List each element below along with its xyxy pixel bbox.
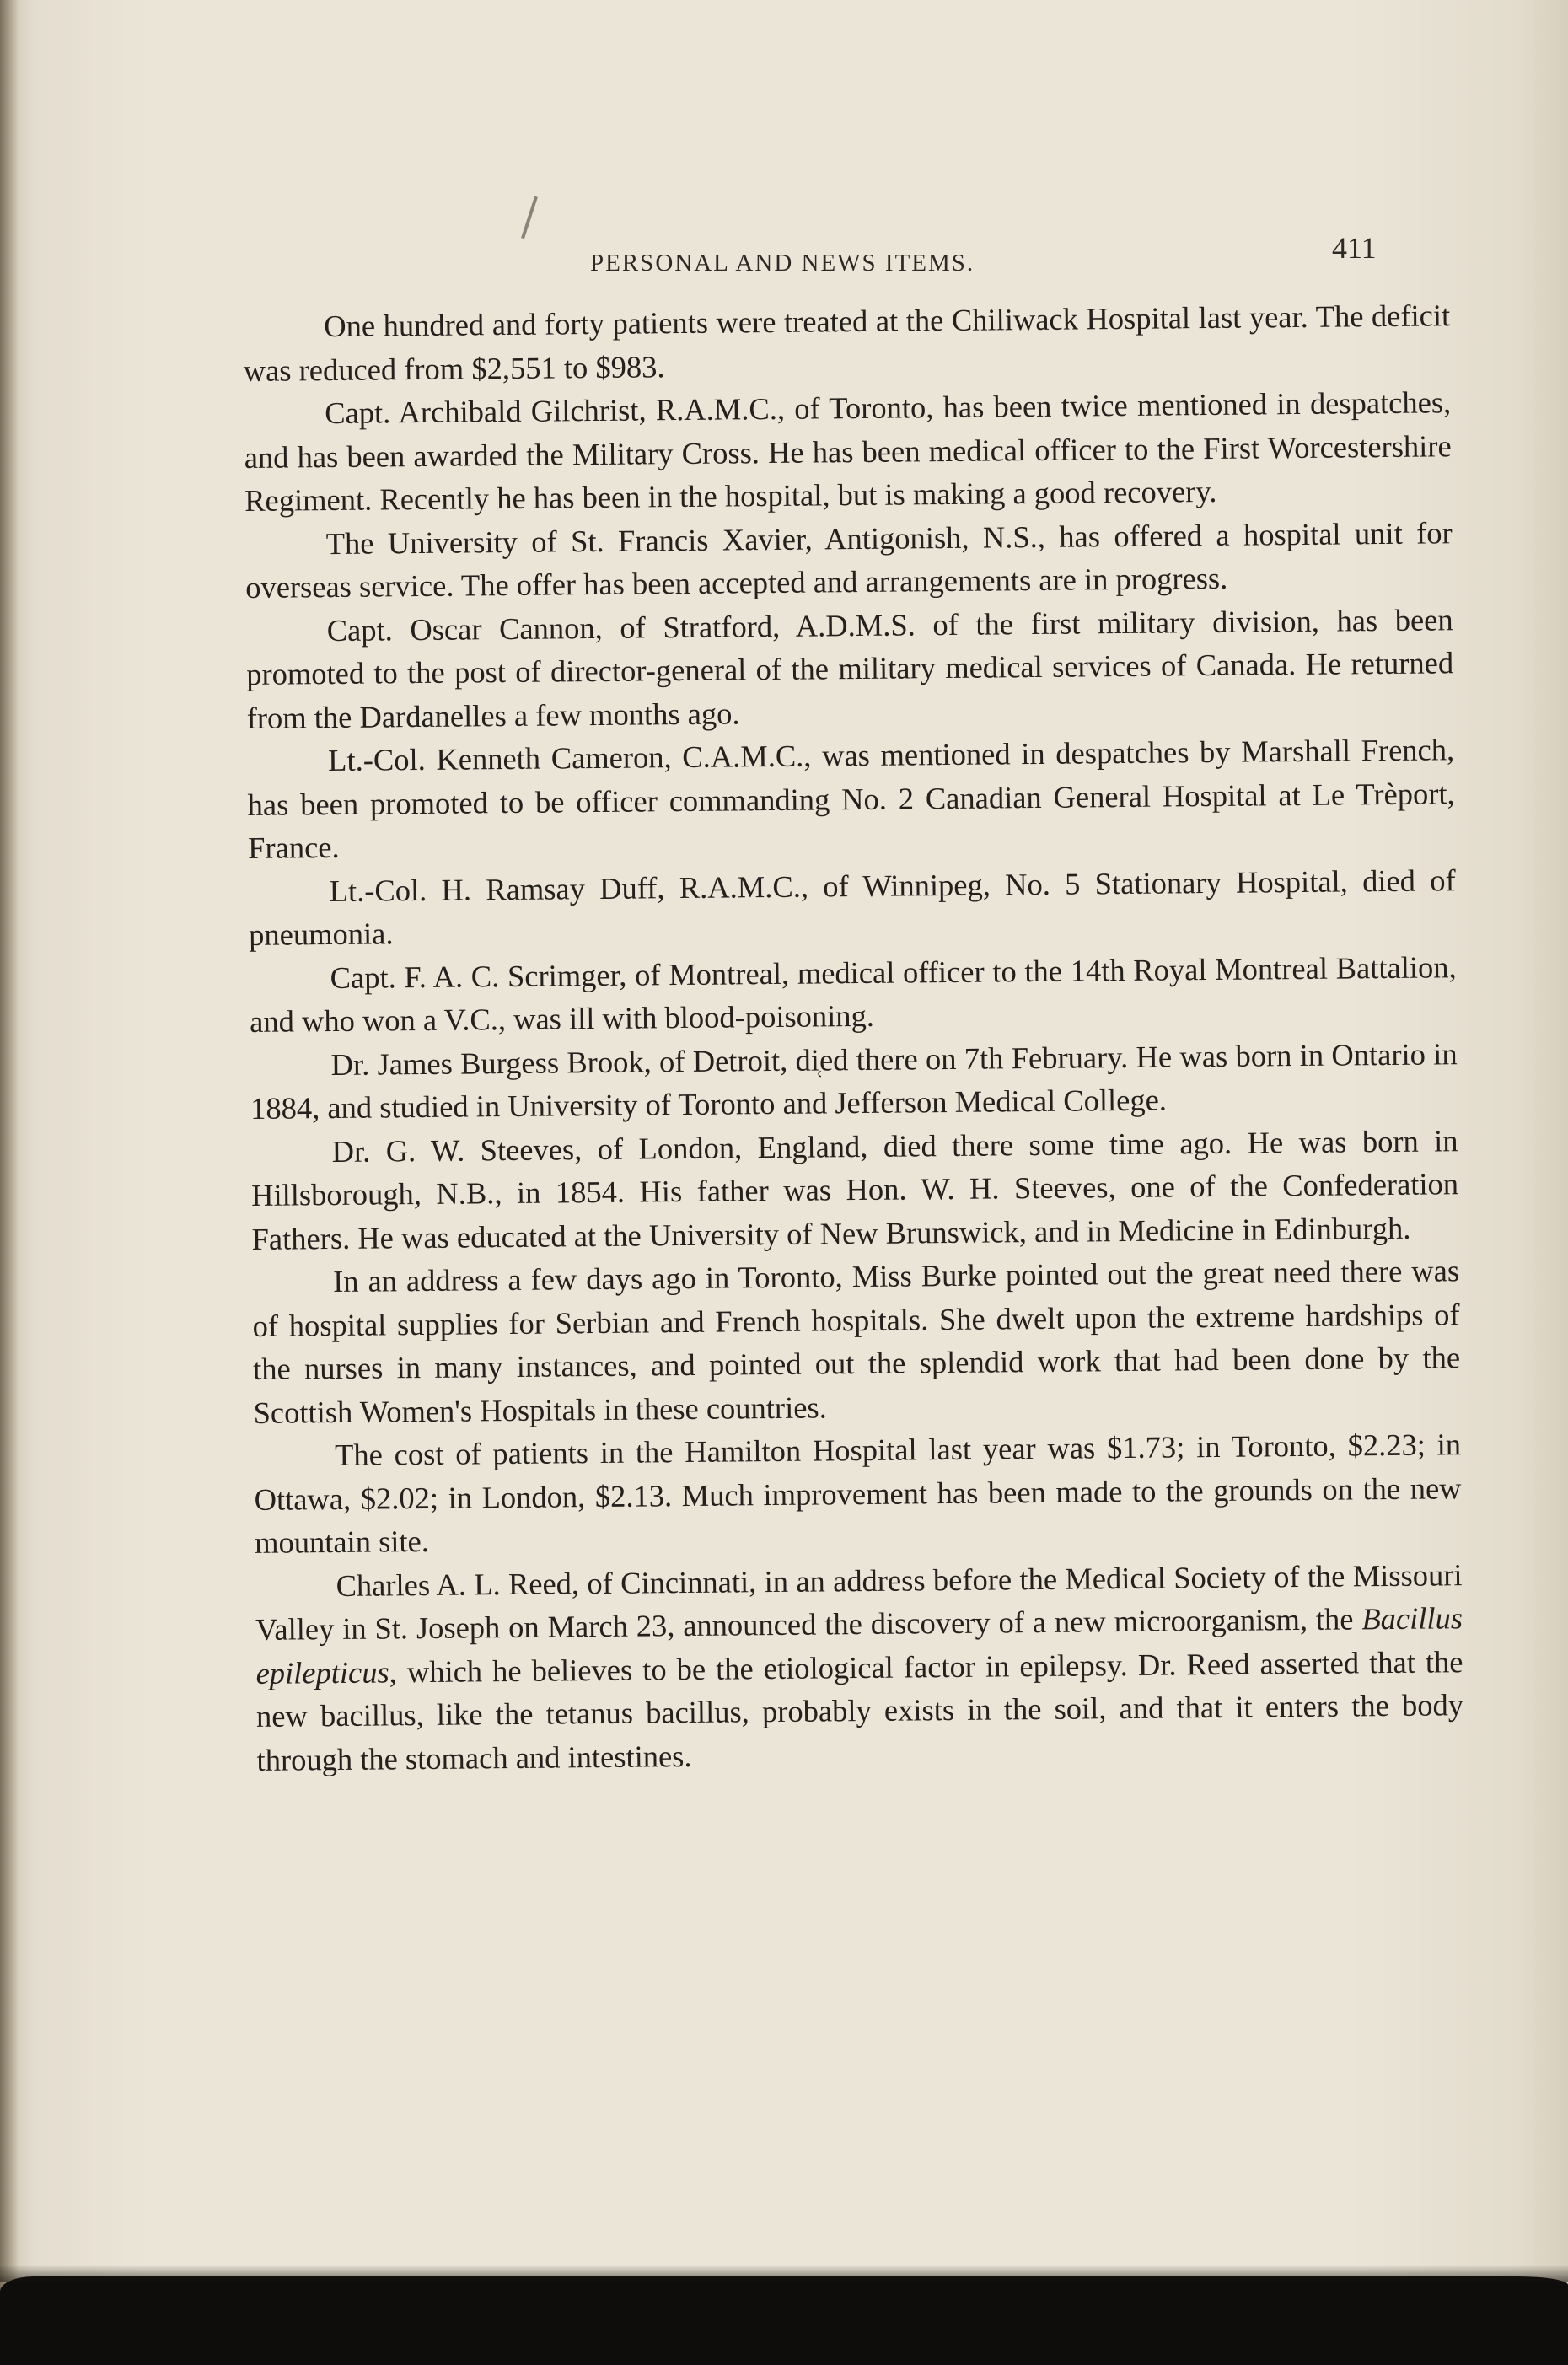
- reed-text-after: , which he believes to be the etiological factor in epilepsy. Dr. Reed asserted that the new bacillus, like the tetanus bacillus, probably exists in the soil, and that it enters the body through the stomach and intestines.: [255, 1643, 1464, 1777]
- paragraph-scrimger: Capt. F. A. C. Scrimger, of Montreal, medical officer to the 14th Royal Montreal Battalion, and who won a V.C., was ill with blood-poisoning.: [249, 949, 1457, 1039]
- pencil-mark: [521, 196, 538, 239]
- paragraph-chiliwack-hospital: One hundred and forty patients were treated at the Chiliwack Hospital last year. The deficit was reduced from $2,551 to $983.: [243, 298, 1451, 388]
- page-number: 411: [1332, 231, 1377, 265]
- spine-shadow: [0, 0, 19, 2365]
- paragraph-cameron: Lt.-Col. Kenneth Cameron, C.A.M.C., was mentioned in despatches by Marshall French, has been promoted to be officer commanding No. 2 Canadian General Hospital at Le Trèport, France.: [247, 732, 1455, 865]
- body-text: [243, 293, 1464, 1782]
- paragraph-steeves: Dr. G. W. Steeves, of London, England, died there some time ago. He was born in Hillsborough, N.B., in 1854. His father was Hon. W. H. Steeves, one of the Confederation Fathers. He was educated at the University of New Brunswick, and in Medicine in Edinburgh.: [250, 1122, 1459, 1256]
- bacillus-name: Bacillus epilepticus: [255, 1600, 1463, 1690]
- bottom-shadow-edge: [0, 2276, 1568, 2365]
- running-head: PERSONAL AND NEWS ITEMS.: [590, 250, 975, 277]
- paragraph-burke-address: In an address a few days ago in Toronto, Miss Burke pointed out the great need there was of hospital supplies for Serbian and French hospitals. She dwelt upon the extreme hardships of the nurses in many instances, and pointed out the splendid work that had been done by the Scottish Women's Hospitals in these countries.: [252, 1253, 1461, 1430]
- reed-text-before: Charles A. L. Reed, of Cincinnati, in an address before the Medical Society of the Missouri Valley in St. Joseph on March 23, announced the discovery of a new microorganism, the: [255, 1556, 1463, 1647]
- paragraph-cannon: Capt. Oscar Cannon, of Stratford, A.D.M.S. of the first military division, has been promoted to the post of director-general of the military medical services of Canada. He returned from the Dardanelles a few months ago.: [246, 601, 1454, 735]
- paragraph-duff: Lt.-Col. H. Ramsay Duff, R.A.M.C., of Winnipeg, No. 5 Stationary Hospital, died of pneumonia.: [248, 862, 1456, 952]
- paragraph-reed: [255, 1553, 1463, 1782]
- paragraph-gilchrist: Capt. Archibald Gilchrist, R.A.M.C., of Toronto, has been twice mentioned in despatches, and has been awarded the Military Cross. He has been medical officer to the First Worcestershire Regiment. Recently he has been in the hospital, but is making a good recovery.: [244, 384, 1452, 518]
- paragraph-st-francis-xavier: The University of St. Francis Xavier, Antigonish, N.S., has offered a hospital unit for overseas service. The offer has been accepted and arrangements are in progress.: [245, 514, 1453, 605]
- paragraph-brook: Dr. James Burgess Brook, of Detroit, di̜ed there on 7th February. He was born in Ontario in 1884, and studied in University of Toronto and Jefferson Medical College.: [250, 1035, 1458, 1126]
- paragraph-hospital-costs: The cost of patients in the Hamilton Hospital last year was $1.73; in Toronto, $2.23; in Ottawa, $2.02; in London, $2.13. Much improvement has been made to the grounds on the new mountain site.: [254, 1427, 1462, 1560]
